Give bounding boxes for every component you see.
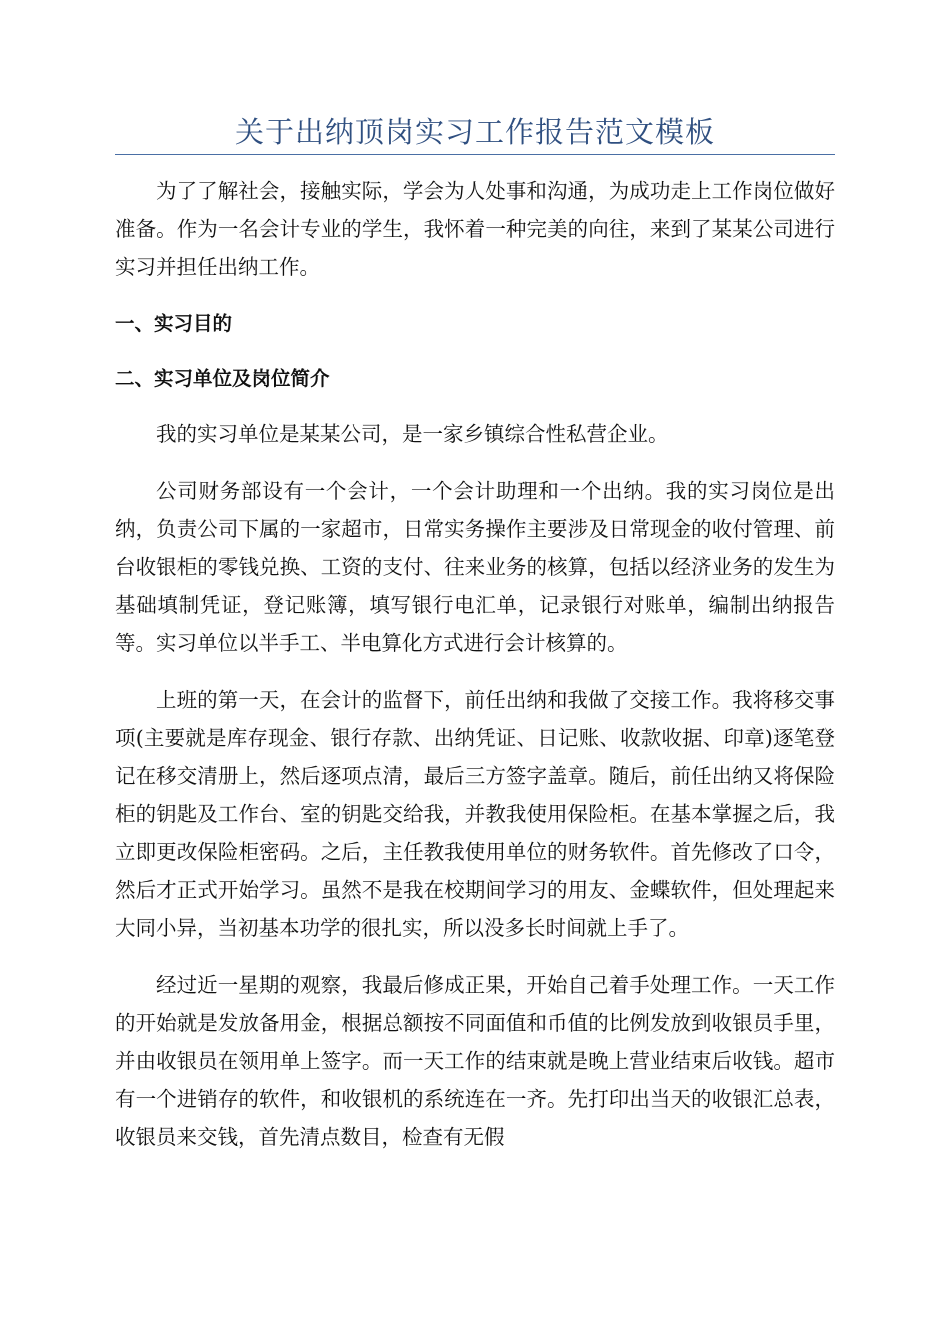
title-underline	[115, 154, 835, 155]
document-body	[115, 172, 835, 1175]
paragraph-handover: 上班的第一天，在会计的监督下，前任出纳和我做了交接工作。我将移交事项(主要就是库存现金、银行存款、出纳凭证、日记账、收款收据、印章)逐笔登记在移交清册上，然后逐项点清，最后三方签字盖章。随后，前任出纳又将保险柜的钥匙及工作台、室的钥匙交给我，并教我使用保险柜。在基本掌握之后，我立即更改保险柜密码。之后，主任教我使用单位的财务软件。首先修改了口令，然后才正式开始学习。虽然不是我在校期间学习的用友、金蝶软件，但处理起来大同小异，当初基本功学的很扎实，所以没多长时间就上手了。	[115, 688, 835, 940]
heading-purpose: 一、实习目的	[115, 312, 233, 335]
paragraph-position: 公司财务部设有一个会计，一个会计助理和一个出纳。我的实习岗位是出纳，负责公司下属的一家超市，日常实务操作主要涉及日常现金的收付管理、前台收银柜的零钱兑换、工资的支付、往来业务的核算，包括以经济业务的发生为基础填制凭证，登记账簿，填写银行电汇单，记录银行对账单，编制出纳报告等。实习单位以半手工、半电算化方式进行会计核算的。	[115, 479, 835, 655]
paragraph-unit: 我的实习单位是某某公司，是一家乡镇综合性私营企业。	[156, 422, 669, 446]
document-title: 关于出纳顶岗实习工作报告范文模板	[234, 115, 715, 149]
heading-unit-intro: 二、实习单位及岗位简介	[115, 367, 330, 390]
paragraph-intro: 为了了解社会，接触实际，学会为人处事和沟通，为成功走上工作岗位做好准备。作为一名会计专业的学生，我怀着一种完美的向往，来到了某某公司进行实习并担任出纳工作。	[115, 179, 835, 279]
paragraph-daily-work: 经过近一星期的观察，我最后修成正果，开始自己着手处理工作。一天工作的开始就是发放备用金，根据总额按不同面值和币值的比例发放到收银员手里，并由收银员在领用单上签字。而一天工作的结束就是晚上营业结束后收钱。超市有一个进销存的软件，和收银机的系统连在一齐。先打印出当天的收银汇总表，收银员来交钱，首先清点数目，检查有无假	[115, 973, 835, 1149]
